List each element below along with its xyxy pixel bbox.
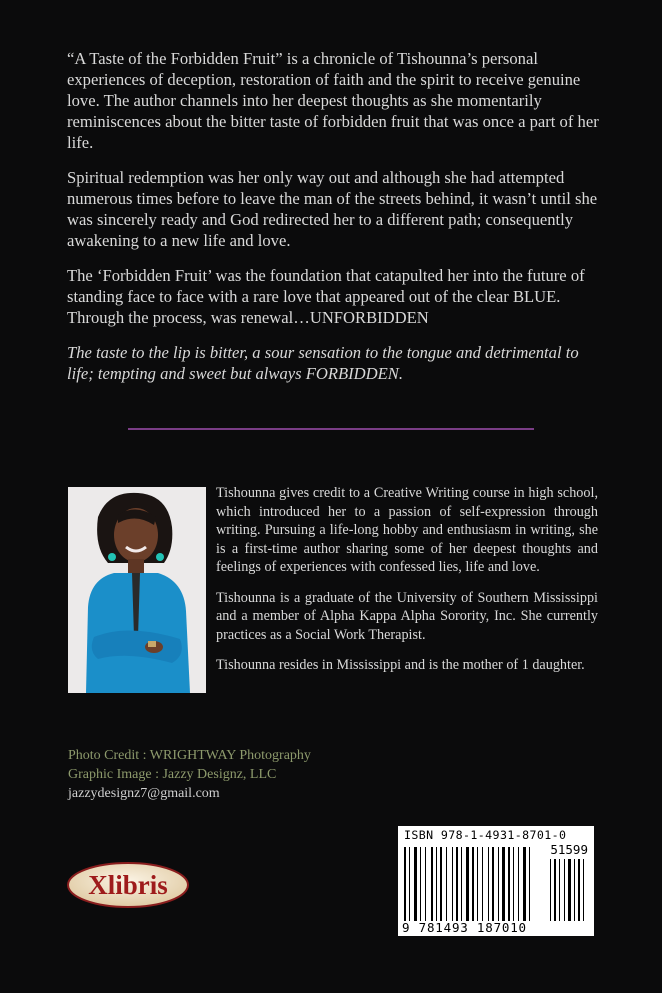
bio-paragraph-1: Tishounna gives credit to a Creative Writing course in high school, which introduced her to a passion of self-expression through writing. Pursuing a life-long hobby and enthusiasm in writing, she is a first-time author sharing some of her deepest thoughts and feelings of experiences with confessed lies, life and love. [216,485,598,575]
barcode-bar [477,847,478,921]
barcode-bar [513,847,514,921]
price-bar [574,859,575,921]
price-bar [550,859,551,921]
bio-paragraph-3: Tishounna resides in Mississippi and is the mother of 1 daughter. [216,657,585,673]
back-cover-blurb [67,48,599,398]
price-bar [578,859,580,921]
barcode-bar [425,847,426,921]
barcode-bar [502,847,505,921]
barcode-bar [440,847,442,921]
barcode-bar [518,847,519,921]
barcode-bar [409,847,410,921]
price-bar [583,859,584,921]
price-code: 51599 [550,842,588,857]
barcode-bar [488,847,489,921]
barcode-bar [414,847,417,921]
photo-credit: Photo Credit : WRIGHTWAY Photography [68,748,311,763]
barcode-digits: 9 781493 187010 [402,920,527,935]
blurb-paragraph-1: “A Taste of the Forbidden Fruit” is a chronicle of Tishounna’s personal experiences of deception, restoration of faith and the spirit to receive genuine love. The author channels into her deepest thoughts as she momentarily reminiscences about the bitter taste of forbidden fruit that was once a part of her life. [67,49,599,152]
barcode-bar [452,847,453,921]
barcode-bar [523,847,526,921]
author-bio [216,484,598,687]
blurb-quote: The taste to the lip is bitter, a sour sensation to the tongue and detrimental to life; tempting and sweet but always FORBIDDEN. [67,343,579,383]
barcode-bar [466,847,469,921]
author-photo [68,487,206,693]
barcode-bar [420,847,421,921]
xlibris-logo [66,860,190,910]
blurb-paragraph-3: The ‘Forbidden Fruit’ was the foundation that catapulted her into the future of standing face to face with a rare love that appeared out of the clear BLUE. Through the process, was renewal…UNFORBIDDEN [67,266,585,327]
designer-email: jazzydesignz7@gmail.com [68,786,220,801]
barcode-bar [498,847,499,921]
barcode-bar [456,847,458,921]
barcode-bar [482,847,483,921]
price-bar [554,859,556,921]
credits-block [68,746,311,803]
isbn-barcode [398,826,594,936]
section-divider [128,428,534,430]
blurb-paragraph-2: Spiritual redemption was her only way out and although she had attempted numerous times before to leave the man of the streets behind, it wasn’t until she was sincerely ready and God redirected her to a different path; consequently awakening to a new life and love. [67,168,598,250]
author-portrait-illustration [68,487,206,693]
price-bar [568,859,571,921]
barcode-bar [404,847,406,921]
barcode-bar [446,847,447,921]
logo-text: Xlibris [88,870,168,900]
barcode-bar [436,847,437,921]
barcode-bar [492,847,494,921]
barcode-bar [508,847,510,921]
price-bar [564,859,565,921]
bio-paragraph-2: Tishounna is a graduate of the University of Southern Mississippi and a member of Alpha Kappa Alpha Sorority, Inc. She currently practices as a Social Work Therapist. [216,589,598,643]
barcode-bar [529,847,530,921]
isbn-text: ISBN 978-1-4931-8701-0 [404,828,567,842]
barcode-bar [461,847,462,921]
barcode-bar [472,847,474,921]
price-bar [559,859,560,921]
graphic-credit: Graphic Image : Jazzy Designz, LLC [68,767,277,782]
barcode-bar [431,847,433,921]
